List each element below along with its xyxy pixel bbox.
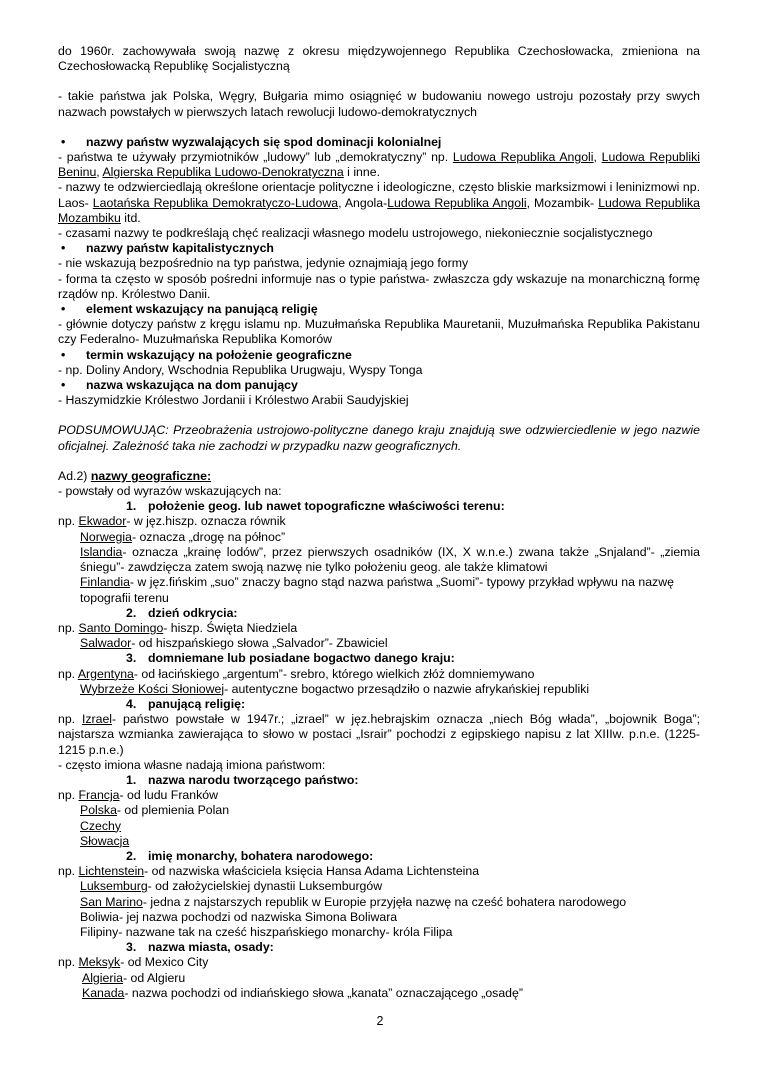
ad2-intro: - powstały od wyrazów wskazujących na: <box>58 484 282 499</box>
capitalist-line-1: - nie wskazują bezpośrednio na typ państwa, jedynie oznajmiają jego formy <box>58 256 469 271</box>
page-number: 2 <box>376 1014 384 1028</box>
bullet-heading-colonial: • nazwy państw wyzwalających się spod dominacji kolonialnej <box>58 135 700 150</box>
religion-line-1: - głównie dotyczy państw z kręgu islamu np. Muzułmańska Republika Mauretanii, Muzułmańska Republika Pakistanu czy Federalno- Muzułmańska Republika Komorów <box>58 317 700 347</box>
colonial-line-1: - państwa te używały przymiotników „ludowy” lub „demokratyczny” np. Ludowa Republika Angoli, Ludowa Republiki Beninu, Algierska Republika Ludowo-Denokratyczna i inne. <box>58 150 700 180</box>
entry-czechia: Czechy <box>80 818 122 833</box>
entry-finland: Finlandia- w jęz.fińskim „suo” znaczy bagno stąd nazwa państwa „Suomi”- typowy przykład wpływu na nazwę topografii terenu <box>80 575 674 605</box>
entry-algeria: Algieria- od Algieru <box>82 970 186 985</box>
entry-mexico: np. Meksyk- od Mexico City <box>58 955 209 970</box>
link-angola: Ludowa Republika Angoli <box>452 150 594 165</box>
link-angola-2: Ludowa Republika Angoli <box>387 195 527 210</box>
entry-iceland: Islandia- oznacza „krainę lodów”, przez pierwszych osadników (IX, X w.n.e.) zwana także „Snjaland”- „ziemia śniegu”- zawdzięcza zatem swoją nazwę nie tylko położeniu geog. ale także klimatowi <box>80 544 700 575</box>
entry-norway: Norwegia- oznacza „drogę na północ” <box>80 529 286 544</box>
entry-canada: Kanada- nazwa pochodzi od indiańskiego słowa „kanata” oznaczającego „osadę” <box>82 985 523 1000</box>
section-heading-city: 3. nazwa miasta, osady: <box>126 940 274 955</box>
bullet-heading-capitalist: • nazwy państw kapitalistycznych <box>58 241 700 256</box>
entry-luxembourg: Luksemburg- od założycielskiej dynastii Luksemburgów <box>80 879 383 894</box>
paragraph-czechoslovakia: do 1960r. zachowywała swoją nazwę z okresu międzywojennego Republika Czechosłowacka, zmieniona na Czechosłowacką Republikę Socjalistyczną <box>58 44 700 74</box>
link-algeria: Algierska Republika Ludowo-Denokratyczna <box>102 165 344 180</box>
section-heading-wealth: 3. domniemane lub posiadane bogactwo danego kraju: <box>126 651 455 666</box>
bullet-heading-religion: • element wskazujący na panującą religię <box>58 302 700 317</box>
link-laos: Laotańska Republika Demokratyczo-Ludowa <box>92 195 339 210</box>
link-mozambique: Ludowa Republika Mozambiku <box>58 195 700 225</box>
bullet-heading-geo-term: • termin wskazujący na położenie geograficzne <box>58 348 700 363</box>
proper-names-note: - często imiona własne nadają imiona państwom: <box>58 757 326 772</box>
ad2-heading: Ad.2) nazwy geograficzne: <box>58 468 212 483</box>
entry-san-marino: San Marino- jedna z najstarszych republik w Europie przyjęła nazwę na cześć bohatera narodowego <box>80 894 627 909</box>
geo-term-line-1: - np. Doliny Andory, Wschodnia Republika Urugwaju, Wyspy Tonga <box>58 362 423 377</box>
entry-santo-domingo: np. Santo Domingo- hiszp. Święta Niedziela <box>58 620 298 635</box>
section-heading-discovery-day: 2. dzień odkrycia: <box>126 605 238 620</box>
entry-argentina: np. Argentyna- od łacińskiego „argentum”- srebro, którego wielkich złóż domniemywano <box>58 666 535 681</box>
entry-france: np. Francja- od ludu Franków <box>58 788 218 803</box>
entry-poland: Polska- od plemienia Polan <box>80 803 230 818</box>
section-heading-nation: 1. nazwa narodu tworzącego państwo: <box>126 772 359 787</box>
dynasty-line-1: - Haszymidzkie Królestwo Jordanii i Królestwo Arabii Saudyjskiej <box>58 393 409 408</box>
entry-liechtenstein: np. Lichtenstein- od nazwiska właściciela księcia Hansa Adama Lichtensteina <box>58 864 480 879</box>
capitalist-line-2: - forma ta często w sposób pośredni informuje nas o typie państwa- zwłaszcza gdy wskazuje na monarchiczną formę rządów np. Królestwo Danii. <box>58 271 700 301</box>
section-heading-religion: 4. panującą religię: <box>126 696 246 711</box>
entry-ivory-coast: Wybrzeże Kości Słoniowej- autentyczne bogactwo przesądziło o nazwie afrykańskiej republiki <box>80 681 590 696</box>
colonial-line-3: - czasami nazwy te podkreślają chęć realizacji własnego modelu ustrojowego, niekoniecznie socjalistycznego <box>58 226 653 241</box>
bullet-heading-dynasty: • nazwa wskazująca na dom panujący <box>58 378 700 393</box>
entry-bolivia: Boliwia- jej nazwa pochodzi od nazwiska Simona Boliwara <box>80 909 398 924</box>
entry-israel: np. Izrael- państwo powstałe w 1947r.; „izrael” w jęz.hebrajskim oznacza „niech Bóg włada”, „bojownik Boga”; najstarsza wzmianka zawierająca to słowo w postaci „Israir” pochodzi z egipskiego napisu z lat XIIIw. p.n.e. (1225-1215 p.n.e.) <box>58 712 700 757</box>
section-heading-location: 1. położenie geog. lub nawet topograficzne właściwości terenu: <box>126 499 505 514</box>
entry-salvador: Salwador- od hiszpańskiego słowa „Salvador”- Zbawiciel <box>80 636 388 651</box>
entry-slovakia: Słowacja <box>80 833 130 848</box>
summary-paragraph: PODSUMOWUJĄC: Przeobrażenia ustrojowo-polityczne danego kraju znajdują swe odzwierciedlenie w jego nazwie oficjalnej. Zależność taka nie zachodzi w przypadku nazw geograficznych. <box>58 423 700 453</box>
section-heading-monarch: 2. imię monarchy, bohatera narodowego: <box>126 848 374 863</box>
link-benin: Ludowa Republiki Beninu <box>58 150 700 180</box>
entry-philippines: Filipiny- nazwane tak na cześć hiszpańskiego monarchy- króla Filipa <box>80 924 453 939</box>
colonial-line-2: - nazwy te odzwierciedlają określone orientacje polityczne i ideologiczne, często bliskie marksizmowi i leninizmowi np. Laos- Laotańska Republika Demokratyczo-Ludowa, Angola-Ludowa Republika Angoli, Mozambik- Ludowa Republika Mozambiku itd. <box>58 180 700 225</box>
document-page <box>58 44 700 1001</box>
entry-ecuador: np. Ekwador- w jęz.hiszp. oznacza równik <box>58 514 286 529</box>
ad2-title: nazwy geograficzne: <box>90 468 212 483</box>
paragraph-people-democracies: - takie państwa jak Polska, Węgry, Bułgaria mimo osiągnięć w budowaniu nowego ustroju pozostały przy swych nazwach powstałych w pierwszych latach rewolucji ludowo-demokratycznych <box>58 89 700 119</box>
